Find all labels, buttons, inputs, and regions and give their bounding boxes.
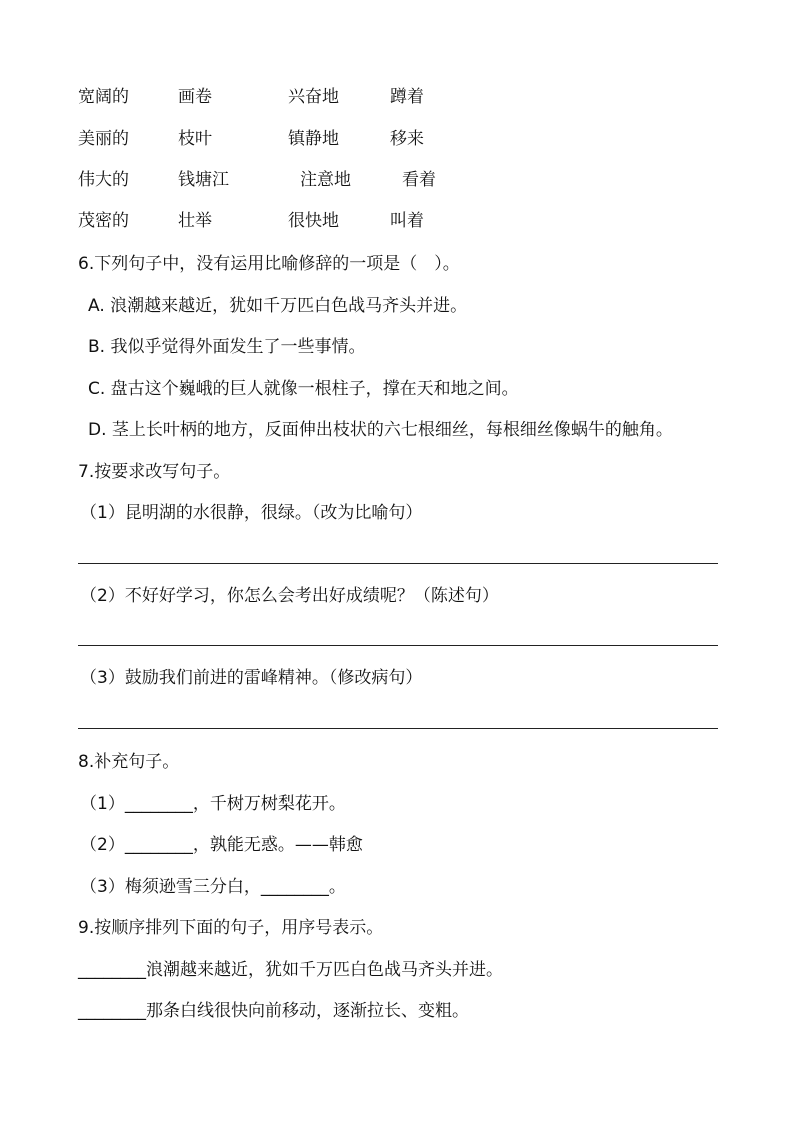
choice-option: B. 我似乎觉得外面发生了一些事情。 [88, 337, 366, 357]
choice-option: D. 茎上长叶柄的地方，反面伸出枝状的六七根细丝，每根细丝像蜗牛的触角。 [88, 420, 673, 440]
word-cell: 壮举 [178, 211, 212, 231]
question-stem: 8.补充句子。 [78, 752, 180, 772]
sub-question: （1）昆明湖的水很静，很绿。（改为比喻句） [80, 503, 423, 523]
word-cell: 镇静地 [288, 129, 339, 149]
fill-blank-item: （1）________，千树万树梨花开。 [80, 794, 346, 814]
word-cell: 钱塘江 [178, 170, 229, 190]
word-cell: 伟大的 [78, 170, 129, 190]
word-cell: 茂密的 [78, 211, 129, 231]
word-cell: 宽阔的 [78, 87, 129, 107]
word-cell: 注意地 [300, 170, 351, 190]
answer-line[interactable] [78, 645, 718, 646]
word-cell: 兴奋地 [288, 87, 339, 107]
choice-option: A. 浪潮越来越近，犹如千万匹白色战马齐头并进。 [88, 296, 468, 316]
question-stem: 7.按要求改写句子。 [78, 462, 231, 482]
answer-line[interactable] [78, 728, 718, 729]
word-cell: 叫着 [390, 211, 424, 231]
ordering-item: ________那条白线很快向前移动，逐渐拉长、变粗。 [78, 1001, 469, 1021]
word-cell: 枝叶 [178, 129, 212, 149]
question-stem: 9.按顺序排列下面的句子，用序号表示。 [78, 918, 384, 938]
word-cell: 很快地 [288, 211, 339, 231]
word-cell: 美丽的 [78, 129, 129, 149]
fill-blank-item: （2）________，孰能无惑。——韩愈 [80, 835, 363, 855]
answer-line[interactable] [78, 563, 718, 564]
word-cell: 看着 [402, 170, 436, 190]
sub-question: （2）不好好学习，你怎么会考出好成绩呢？（陈述句） [80, 586, 499, 606]
word-cell: 蹲着 [390, 87, 424, 107]
word-cell: 画卷 [178, 87, 212, 107]
ordering-item: ________浪潮越来越近，犹如千万匹白色战马齐头并进。 [78, 960, 503, 980]
fill-blank-item: （3）梅须逊雪三分白，________。 [80, 877, 346, 897]
word-cell: 移来 [390, 129, 424, 149]
sub-question: （3）鼓励我们前进的雷峰精神。（修改病句） [80, 668, 423, 688]
question-stem: 6.下列句子中，没有运用比喻修辞的一项是（ ）。 [78, 254, 460, 274]
choice-option: C. 盘古这个巍峨的巨人就像一根柱子，撑在天和地之间。 [88, 379, 519, 399]
